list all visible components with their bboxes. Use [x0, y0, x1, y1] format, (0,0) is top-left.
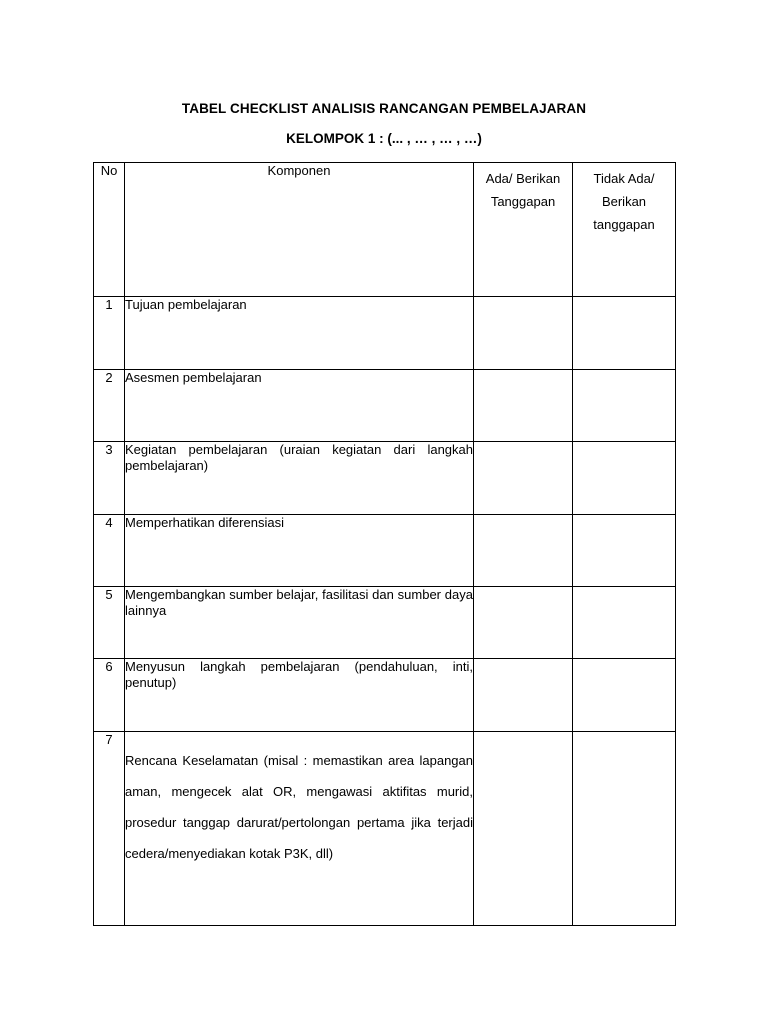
table-row [94, 587, 676, 659]
row-number: 4 [94, 515, 125, 587]
document-title: TABEL CHECKLIST ANALISIS RANCANGAN PEMBELAJARAN [181, 101, 587, 116]
row-ada-cell[interactable] [474, 515, 573, 587]
row-komponen: Rencana Keselamatan (misal : memastikan area lapangan aman, mengecek alat OR, mengawasi aktifitas murid, prosedur tanggap darurat/pertolongan pertama jika terjadi cedera/menyediakan kotak P3K, dll) [125, 732, 474, 926]
row-komponen: Menyusun langkah pembelajaran (pendahuluan, inti, penutup) [125, 659, 474, 732]
row-tidak-cell[interactable] [573, 659, 676, 732]
table-row [94, 370, 676, 442]
row-ada-cell[interactable] [474, 587, 573, 659]
checklist-table [93, 162, 676, 926]
header-tidak-line2: Berikan [601, 194, 647, 209]
header-ada [474, 163, 573, 297]
row-tidak-cell[interactable] [573, 297, 676, 370]
row-komponen: Memperhatikan diferensiasi [125, 515, 474, 587]
table-row [94, 442, 676, 515]
row-ada-cell[interactable] [474, 732, 573, 926]
header-tidak [573, 163, 676, 297]
table-row [94, 515, 676, 587]
row-tidak-cell[interactable] [573, 515, 676, 587]
table-row [94, 659, 676, 732]
header-tidak-line3: tanggapan [593, 217, 655, 232]
table-row [94, 297, 676, 370]
row-number: 1 [94, 297, 125, 370]
row-komponen: Tujuan pembelajaran [125, 297, 474, 370]
header-no: No [94, 163, 125, 297]
header-tidak-line1: Tidak Ada/ [593, 171, 655, 186]
row-number: 2 [94, 370, 125, 442]
row-komponen: Kegiatan pembelajaran (uraian kegiatan dari langkah pembelajaran) [125, 442, 474, 515]
row-komponen: Asesmen pembelajaran [125, 370, 474, 442]
row-tidak-cell[interactable] [573, 732, 676, 926]
header-ada-line1: Ada/ Berikan [485, 171, 561, 186]
row-ada-cell[interactable] [474, 370, 573, 442]
table-header-row [94, 163, 676, 297]
row-ada-cell[interactable] [474, 297, 573, 370]
row-number: 6 [94, 659, 125, 732]
row-tidak-cell[interactable] [573, 370, 676, 442]
row-number: 7 [94, 732, 125, 926]
header-ada-line2: Tanggapan [490, 194, 556, 209]
row-ada-cell[interactable] [474, 442, 573, 515]
row-ada-cell[interactable] [474, 659, 573, 732]
row-tidak-cell[interactable] [573, 587, 676, 659]
header-komponen: Komponen [125, 163, 474, 297]
row-number: 3 [94, 442, 125, 515]
row-komponen: Mengembangkan sumber belajar, fasilitasi dan sumber daya lainnya [125, 587, 474, 659]
row-number: 5 [94, 587, 125, 659]
group-subtitle: KELOMPOK 1 : (... , … , … , …) [286, 131, 482, 146]
row-tidak-cell[interactable] [573, 442, 676, 515]
table-row [94, 732, 676, 926]
